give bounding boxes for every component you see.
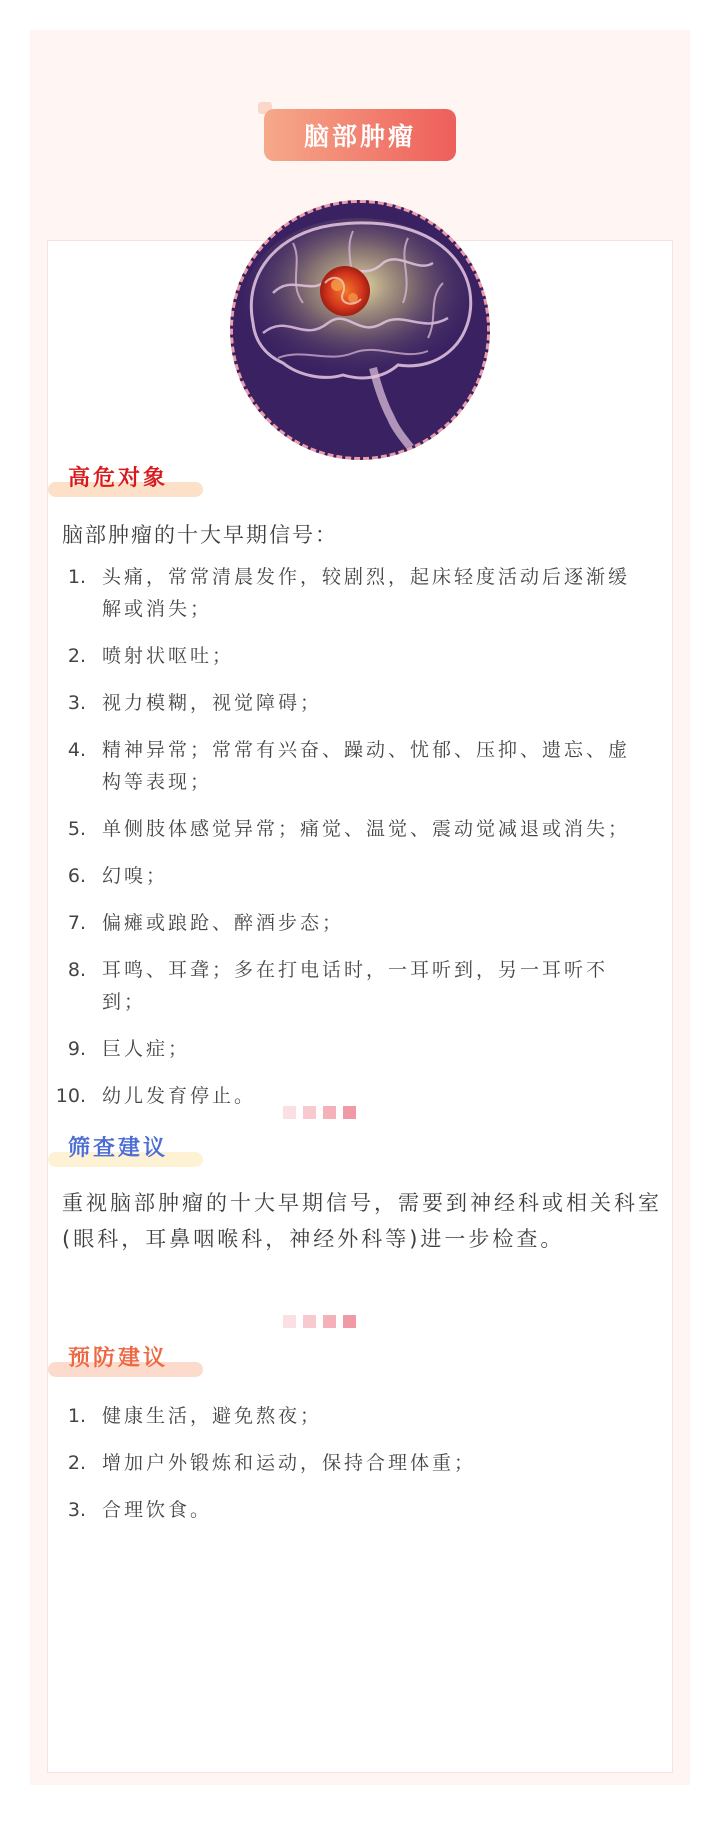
section-heading-label: 筛查建议 (68, 1136, 169, 1161)
list-item (48, 954, 648, 1018)
list-item (48, 1400, 648, 1432)
list-item-text: 单侧肢体感觉异常；痛觉、温觉、震动觉减退或消失； (102, 818, 631, 840)
list-item (48, 1494, 648, 1526)
list-item (48, 907, 648, 939)
section-heading-screening (48, 1133, 248, 1173)
list-item-text: 头痛，常常清晨发作，较剧烈，起床轻度活动后逐渐缓解或消失； (102, 566, 631, 620)
list-item-text: 耳鸣、耳聋；多在打电话时，一耳听到，另一耳听不到； (102, 959, 609, 1013)
list-item-number: 10. (55, 1085, 86, 1107)
list-item (48, 640, 648, 672)
list-item-text: 喷射状呕吐； (102, 645, 235, 667)
list-item-number: 3. (67, 1499, 86, 1521)
divider-square (303, 1106, 316, 1119)
list-item-text: 增加户外锻炼和运动，保持合理体重； (102, 1452, 477, 1474)
list-item (48, 813, 648, 845)
section-heading-risk (48, 463, 248, 503)
list-item-number: 4. (67, 739, 86, 761)
list-item-number: 2. (67, 1452, 86, 1474)
section-heading-label: 预防建议 (68, 1346, 169, 1371)
brain-tumor-illustration (230, 200, 490, 460)
divider-square (303, 1315, 316, 1328)
risk-intro: 脑部肿瘤的十大早期信号： (62, 523, 338, 547)
list-item-text: 幻嗅； (102, 865, 169, 887)
divider-square (343, 1106, 356, 1119)
section-heading-label: 高危对象 (68, 466, 169, 491)
risk-signal-list (48, 561, 648, 1127)
list-item (48, 860, 648, 892)
list-item-number: 1. (67, 1405, 86, 1427)
content-card (47, 240, 673, 1773)
list-item-text: 精神异常；常常有兴奋、躁动、忧郁、压抑、遗忘、虚构等表现； (102, 739, 631, 793)
list-item-number: 6. (67, 865, 86, 887)
divider-square (283, 1106, 296, 1119)
divider-square (283, 1315, 296, 1328)
list-item-text: 偏瘫或踉跄、醉酒步态； (102, 912, 345, 934)
divider-square (323, 1106, 336, 1119)
list-item-number: 7. (67, 912, 86, 934)
list-item (48, 687, 648, 719)
list-item (48, 561, 648, 625)
brain-icon (233, 203, 487, 457)
list-item-number: 9. (67, 1038, 86, 1060)
list-item (48, 1447, 648, 1479)
divider-square (323, 1315, 336, 1328)
list-item-text: 巨人症； (102, 1038, 191, 1060)
list-item-number: 1. (67, 566, 86, 588)
list-item-text: 视力模糊，视觉障碍； (102, 692, 323, 714)
list-item-text: 合理饮食。 (102, 1499, 213, 1521)
list-item-number: 5. (67, 818, 86, 840)
screening-text: 重视脑部肿瘤的十大早期信号，需要到神经科或相关科室(眼科，耳鼻咽喉科，神经外科等)进一步检查。 (62, 1191, 662, 1251)
divider (283, 1106, 363, 1120)
page-title: 脑部肿瘤 (264, 109, 456, 161)
list-item-number: 3. (67, 692, 86, 714)
prevention-list (48, 1400, 648, 1541)
section-heading-prevention (48, 1343, 248, 1383)
list-item-number: 2. (67, 645, 86, 667)
list-item (48, 734, 648, 798)
divider-square (343, 1315, 356, 1328)
list-item (48, 1033, 648, 1065)
list-item-text: 健康生活，避免熬夜； (102, 1405, 323, 1427)
page-background (30, 30, 690, 1785)
list-item-number: 8. (67, 959, 86, 981)
divider (283, 1315, 363, 1329)
list-item-text: 幼儿发育停止。 (102, 1085, 257, 1107)
